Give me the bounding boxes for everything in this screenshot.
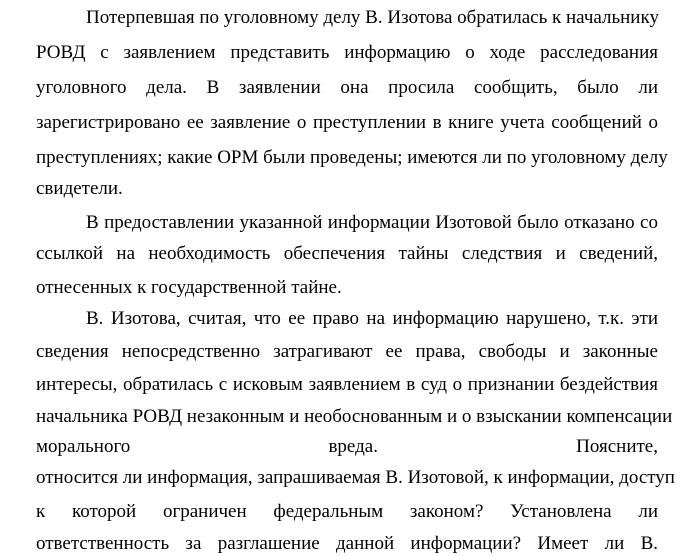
paragraph-2-line-3: отнесенных к государственной тайне. xyxy=(36,277,342,298)
paragraph-3-line-4: начальника РОВД незаконным и необоснованным и о взыскании компенсации xyxy=(36,406,673,427)
paragraph-3-line-6: относится ли информация, запрашиваемая В. Изотовой, к информации, доступ xyxy=(36,467,675,488)
paragraph-1-line-6: свидетели. xyxy=(36,178,123,199)
paragraph-1-line-2: РОВД с заявлением представить информацию о ходе расследования xyxy=(36,42,658,63)
paragraph-3-line-3: интересы, обратилась с исковым заявлением в суд о признании бездействия xyxy=(36,374,658,395)
paragraph-3-line-5: морального вреда. Поясните, xyxy=(36,436,658,457)
paragraph-3-line-8: ответственность за разглашение данной информации? Имеет ли В. xyxy=(36,533,658,554)
paragraph-3-line-7: к которой ограничен федеральным законом? Установлена ли xyxy=(36,501,658,522)
paragraph-1-line-1: Потерпевшая по уголовному делу В. Изотова обратилась к начальнику xyxy=(86,7,659,28)
paragraph-3-line-2: сведения непосредственно затрагивают ее права, свободы и законные xyxy=(36,341,658,362)
paragraph-3-line-1: В. Изотова, считая, что ее право на информацию нарушено, т.к. эти xyxy=(86,308,658,329)
paragraph-1-line-5: преступлениях; какие ОРМ были проведены; имеются ли по уголовному делу xyxy=(36,147,668,168)
paragraph-1-line-4: зарегистрировано ее заявление о преступлении в книге учета сообщений о xyxy=(36,112,658,133)
paragraph-2-line-2: ссылкой на необходимость обеспечения тайны следствия и сведений, xyxy=(36,243,658,264)
paragraph-1-line-3: уголовного дела. В заявлении она просила сообщить, было ли xyxy=(36,77,658,98)
paragraph-2-line-1: В предоставлении указанной информации Изотовой было отказано со xyxy=(86,212,658,233)
